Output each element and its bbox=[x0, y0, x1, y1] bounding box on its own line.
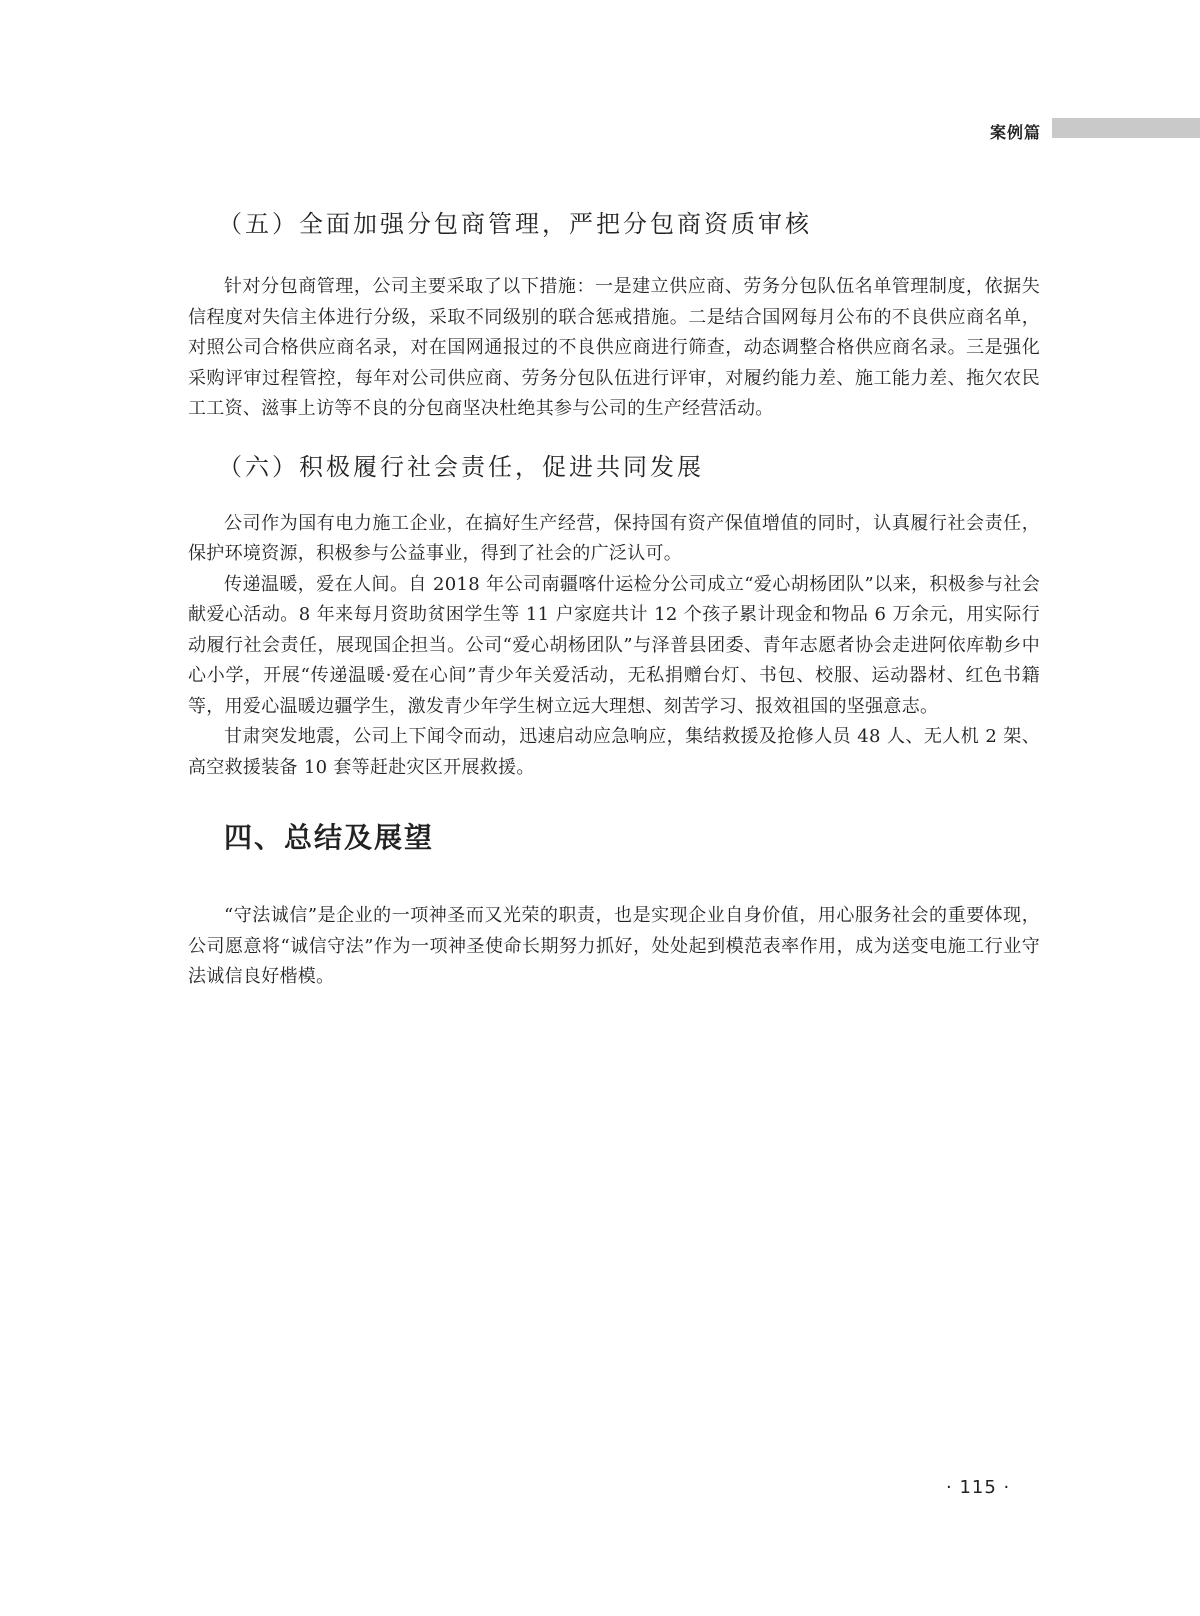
summary-body bbox=[188, 901, 1040, 993]
paragraph: “守法诚信”是企业的一项神圣而又光荣的职责，也是实现企业自身价值，用心服务社会的重要体现，公司愿意将“诚信守法”作为一项神圣使命长期努力抓好，处处起到模范表率作用，成为送变电施工行业守法诚信良好楷模。 bbox=[188, 905, 1040, 987]
chapter-heading-summary: 四、总结及展望 bbox=[224, 821, 435, 854]
page-number: · 115 · bbox=[946, 1477, 1011, 1498]
paragraph: 甘肃突发地震，公司上下闻令而动，迅速启动应急响应，集结救援及抢修人员 48 人、无人机 2 架、高空救援装备 10 套等赶赴灾区开展救援。 bbox=[188, 726, 1040, 778]
page-content bbox=[188, 204, 1040, 993]
paragraph: 针对分包商管理，公司主要采取了以下措施：一是建立供应商、劳务分包队伍名单管理制度，依据失信程度对失信主体进行分级，采取不同级别的联合惩戒措施。二是结合国网每月公布的不良供应商名单，对照公司合格供应商名录，对在国网通报过的不良供应商进行筛查，动态调整合格供应商名录。三是强化采购评审过程管控，每年对公司供应商、劳务分包队伍进行评审，对履约能力差、施工能力差、拖欠农民工工资、滋事上访等不良的分包商坚决杜绝其参与公司的生产经营活动。 bbox=[188, 276, 1040, 419]
section-heading-six: （六）积极履行社会责任，促进共同发展 bbox=[218, 452, 704, 481]
section-five-body bbox=[188, 272, 1040, 425]
section-label: 案例篇 bbox=[990, 123, 1042, 142]
paragraph: 传递温暖，爱在人间。自 2018 年公司南疆喀什运检分公司成立“爱心胡杨团队”以来，积极参与社会献爱心活动。8 年来每月资助贫困学生等 11 户家庭共计 12 个孩子累计现金和物品 6 万余元，用实际行动履行社会责任，展现国企担当。公司“爱心胡杨团队”与泽普县团委、青年志愿者协会走进阿依库勒乡中心小学，开展“传递温暖·爱在心间”青少年关爱活动，无私捐赠台灯、书包、校服、运动器材、红色书籍等，用爱心温暖边疆学生，激发青少年学生树立远大理想、刻苦学习、报效祖国的坚强意志。 bbox=[188, 573, 1040, 717]
header-bar-decoration bbox=[1052, 118, 1200, 138]
section-heading-five: （五）全面加强分包商管理，严把分包商资质审核 bbox=[218, 210, 812, 238]
paragraph: 公司作为国有电力施工企业，在搞好生产经营，保持国有资产保值增值的同时，认真履行社会责任，保护环境资源，积极参与公益事业，得到了社会的广泛认可。 bbox=[188, 512, 1040, 564]
section-six-body bbox=[188, 509, 1040, 784]
